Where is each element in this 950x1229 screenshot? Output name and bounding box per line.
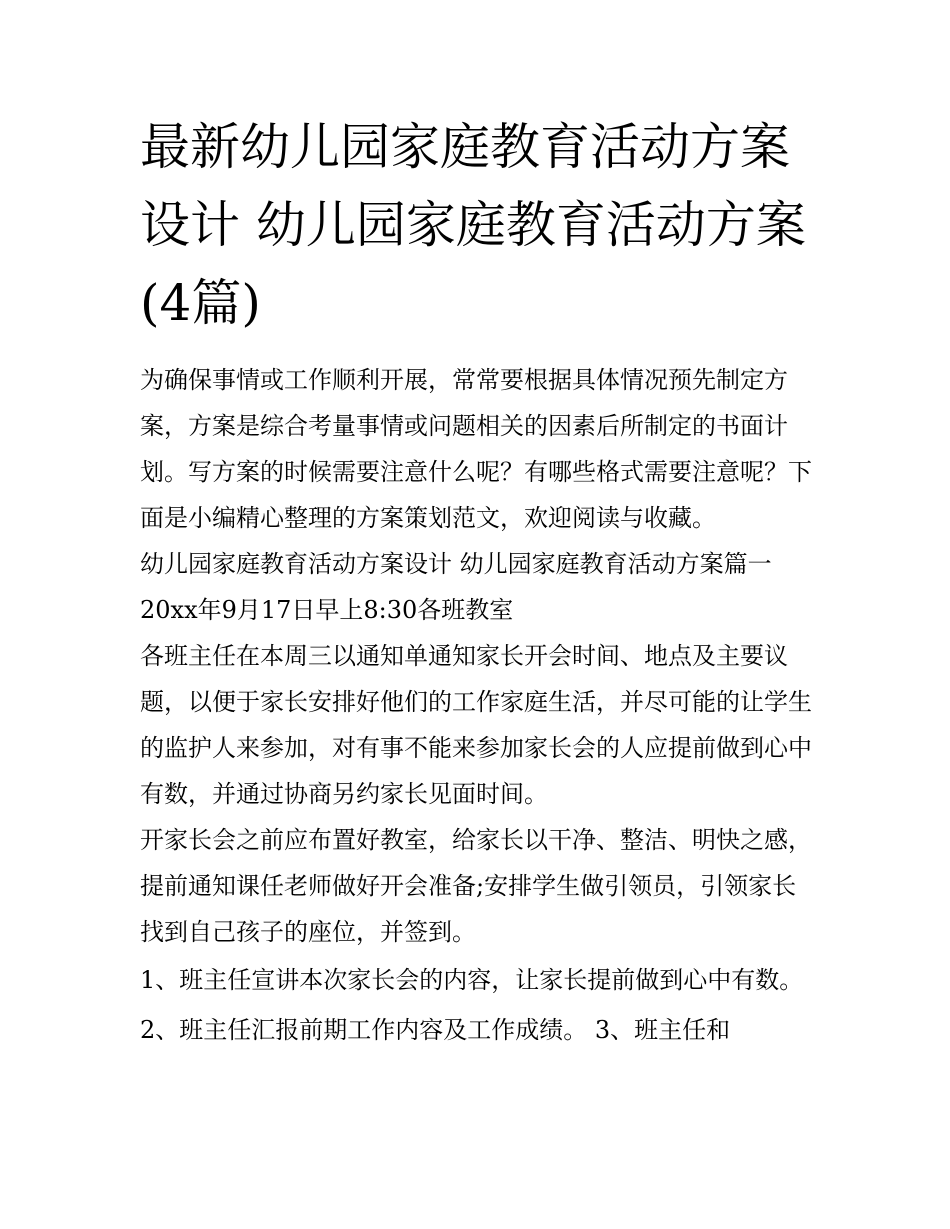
document-body bbox=[140, 357, 820, 1055]
intro-paragraph: 为确保事情或工作顺利开展，常常要根据具体情况预先制定方案，方案是综合考量事情或问题相关的因素后所制定的书面计划。写方案的时候需要注意什么呢？有哪些格式需要注意呢？下面是小编精心整理的方案策划范文，欢迎阅读与收藏。 bbox=[140, 366, 812, 532]
page-title: 最新幼儿园家庭教育活动方案设计 幼儿园家庭教育活动方案(4篇) bbox=[140, 118, 806, 332]
agenda-paragraph: 1、班主任宣讲本次家长会的内容，让家长提前做到心中有数。 2、班主任汇报前期工作内容及工作成绩。 3、班主任和 bbox=[140, 966, 804, 1044]
notice-paragraph: 各班主任在本周三以通知单通知家长开会时间、地点及主要议题，以便于家长安排好他们的工作家庭生活，并尽可能的让学生的监护人来参加，对有事不能来参加家长会的人应提前做到心中有数，并通过协商另约家长见面时间。 bbox=[140, 642, 812, 808]
preparation-paragraph: 开家长会之前应布置好教室，给家长以干净、整洁、明快之感，提前通知课任老师做好开会准备;安排学生做引领员，引领家长找到自己孩子的座位，并签到。 bbox=[140, 826, 812, 946]
time-location-paragraph: 20xx年9月17日早上8:30各班教室 bbox=[140, 596, 514, 624]
section-heading: 幼儿园家庭教育活动方案设计 幼儿园家庭教育活动方案篇一 bbox=[140, 550, 772, 578]
